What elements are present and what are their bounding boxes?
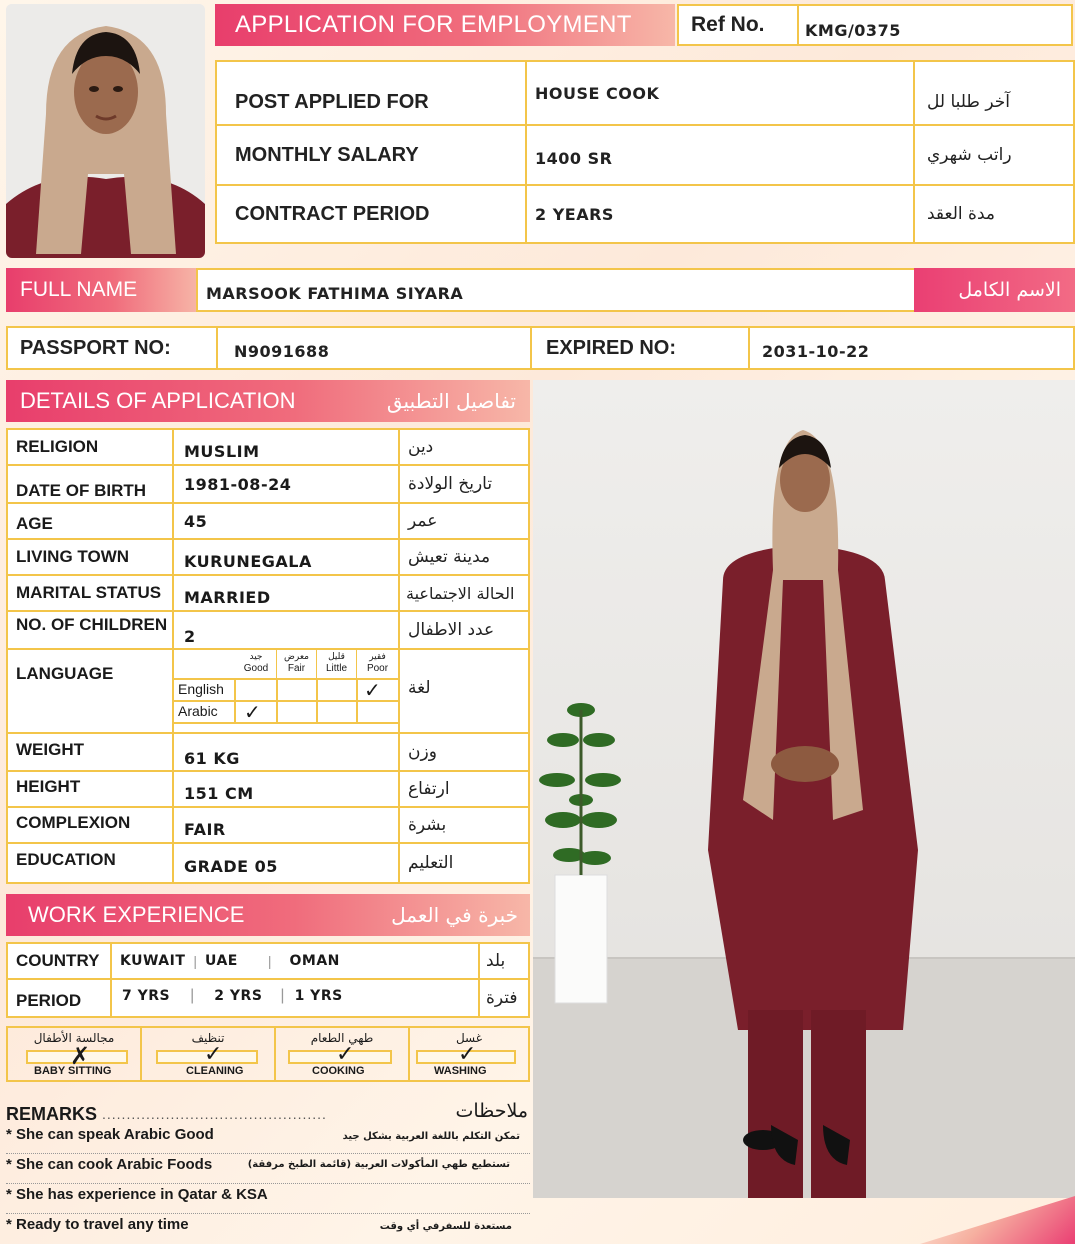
complexion-label: COMPLEXION bbox=[6, 806, 174, 844]
marital-label: MARITAL STATUS bbox=[6, 574, 174, 612]
post-arabic: آخر طلبا لل bbox=[913, 60, 1075, 126]
expired-value: 2031-10-22 bbox=[748, 326, 1075, 370]
country-arabic: بلد bbox=[478, 942, 530, 980]
dob-value: 1981-08-24 bbox=[172, 464, 400, 504]
ref-label: Ref No. bbox=[677, 4, 799, 46]
ref-value: KMG/0375 bbox=[797, 4, 1073, 46]
religion-value: MUSLIM bbox=[172, 428, 400, 466]
religion-arabic: دين bbox=[398, 428, 530, 466]
level-fair: معرض Fair bbox=[276, 650, 316, 680]
details-table bbox=[6, 428, 530, 884]
remarks-section bbox=[6, 1100, 530, 1240]
level-poor: فقير Poor bbox=[356, 650, 398, 680]
contract-label: CONTRACT PERIOD bbox=[215, 184, 527, 244]
period-1: 7 YRS bbox=[122, 988, 171, 1004]
lang-arabic: Arabic bbox=[178, 703, 218, 719]
height-arabic: ارتفاع bbox=[398, 770, 530, 808]
period-arabic: فترة bbox=[478, 978, 530, 1018]
skill-baby-sitting: مجالسة الأطفال ✗ BABY SITTING bbox=[8, 1028, 142, 1080]
contract-value: 2 YEARS bbox=[525, 184, 915, 244]
remark-4: * Ready to travel any time مستعدة للسفرفي أي وقت bbox=[6, 1216, 512, 1233]
complexion-value: FAIR bbox=[172, 806, 400, 844]
period-2: 2 YRS bbox=[214, 988, 263, 1004]
dob-label: DATE OF BIRTH bbox=[6, 464, 174, 504]
remark-3: * She has experience in Qatar & KSA bbox=[6, 1186, 530, 1214]
portrait-photo bbox=[6, 4, 205, 258]
salary-value: 1400 SR bbox=[525, 124, 915, 186]
education-arabic: التعليم bbox=[398, 842, 530, 884]
remarks-arabic: ملاحظات bbox=[455, 1100, 528, 1122]
weight-value: 61 KG bbox=[172, 732, 400, 772]
passport-value: N9091688 bbox=[216, 326, 532, 370]
full-body-photo bbox=[533, 380, 1075, 1198]
marital-value: MARRIED bbox=[172, 574, 400, 612]
complexion-arabic: بشرة bbox=[398, 806, 530, 844]
lang-english: English bbox=[178, 681, 224, 697]
education-label: EDUCATION bbox=[6, 842, 174, 884]
countries: KUWAIT | UAE | OMAN bbox=[110, 942, 480, 980]
town-arabic: مدينة تعيش bbox=[398, 538, 530, 576]
arabic-good-check: ✓ bbox=[244, 700, 261, 724]
skill-washing: غسل ✓ WASHING bbox=[410, 1028, 528, 1080]
age-arabic: عمر bbox=[398, 502, 530, 540]
remarks-dots: .............................................. bbox=[102, 1106, 327, 1122]
full-name-label: FULL NAME bbox=[6, 268, 200, 312]
children-label: NO. OF CHILDREN bbox=[6, 610, 174, 650]
education-value: GRADE 05 bbox=[172, 842, 400, 884]
weight-label: WEIGHT bbox=[6, 732, 174, 772]
skill-cooking: طهي الطعام ✓ COOKING bbox=[276, 1028, 410, 1080]
country-label: COUNTRY bbox=[6, 942, 112, 980]
country-2: UAE bbox=[205, 953, 238, 969]
dob-arabic: تاريخ الولادة bbox=[398, 464, 530, 504]
details-title: DETAILS OF APPLICATION تفاصيل التطبيق bbox=[6, 380, 530, 422]
contract-arabic: مدة العقد bbox=[913, 184, 1075, 244]
level-little: قليل Little bbox=[316, 650, 356, 680]
remark-1: * She can speak Arabic Good تمكن التكلم باللغة العربية بشكل جيد bbox=[6, 1126, 530, 1154]
english-poor-check: ✓ bbox=[364, 678, 381, 702]
children-value: 2 bbox=[172, 610, 400, 650]
salary-arabic: راتب شهري bbox=[913, 124, 1075, 186]
age-label: AGE bbox=[6, 502, 174, 540]
salary-label: MONTHLY SALARY bbox=[215, 124, 527, 186]
country-3: OMAN bbox=[289, 953, 340, 969]
town-label: LIVING TOWN bbox=[6, 538, 174, 576]
height-value: 151 CM bbox=[172, 770, 400, 808]
skills-row bbox=[6, 1026, 530, 1082]
language-grid bbox=[172, 648, 400, 734]
marital-arabic: الحالة الاجتماعية bbox=[398, 574, 530, 612]
level-good: جيد Good bbox=[243, 652, 269, 674]
country-1: KUWAIT bbox=[120, 953, 186, 969]
town-value: KURUNEGALA bbox=[172, 538, 400, 576]
religion-label: RELIGION bbox=[6, 428, 174, 466]
passport-label: PASSPORT NO: bbox=[6, 326, 218, 370]
full-name-value: MARSOOK FATHIMA SIYARA bbox=[196, 268, 916, 312]
children-arabic: عدد الاطفال bbox=[398, 610, 530, 650]
language-arabic: لغة bbox=[398, 648, 530, 734]
work-table bbox=[6, 942, 530, 1018]
period-3: 1 YRS bbox=[294, 988, 343, 1004]
height-label: HEIGHT bbox=[6, 770, 174, 808]
language-label: LANGUAGE bbox=[6, 648, 174, 734]
skill-cleaning: تنظيف ✓ CLEANING bbox=[142, 1028, 276, 1080]
post-label: POST APPLIED FOR bbox=[215, 60, 527, 126]
age-value: 45 bbox=[172, 502, 400, 540]
decorative-swoosh bbox=[920, 1196, 1075, 1244]
application-title: APPLICATION FOR EMPLOYMENT bbox=[215, 4, 675, 46]
periods: 7 YRS | 2 YRS | 1 YRS bbox=[110, 978, 480, 1018]
work-experience-title: WORK EXPERIENCE خبرة في العمل bbox=[6, 894, 530, 936]
top-info-table bbox=[215, 60, 1075, 244]
expired-label: EXPIRED NO: bbox=[530, 326, 750, 370]
post-value: HOUSE COOK bbox=[525, 60, 915, 126]
remarks-label: REMARKS bbox=[6, 1104, 98, 1124]
full-name-arabic: الاسم الكامل bbox=[914, 268, 1075, 312]
weight-arabic: وزن bbox=[398, 732, 530, 772]
remark-2: * She can cook Arabic Foods تستطيع طهي المأكولات العربية (قائمة الطبخ مرفقة) bbox=[6, 1156, 530, 1184]
period-label: PERIOD bbox=[6, 978, 112, 1018]
